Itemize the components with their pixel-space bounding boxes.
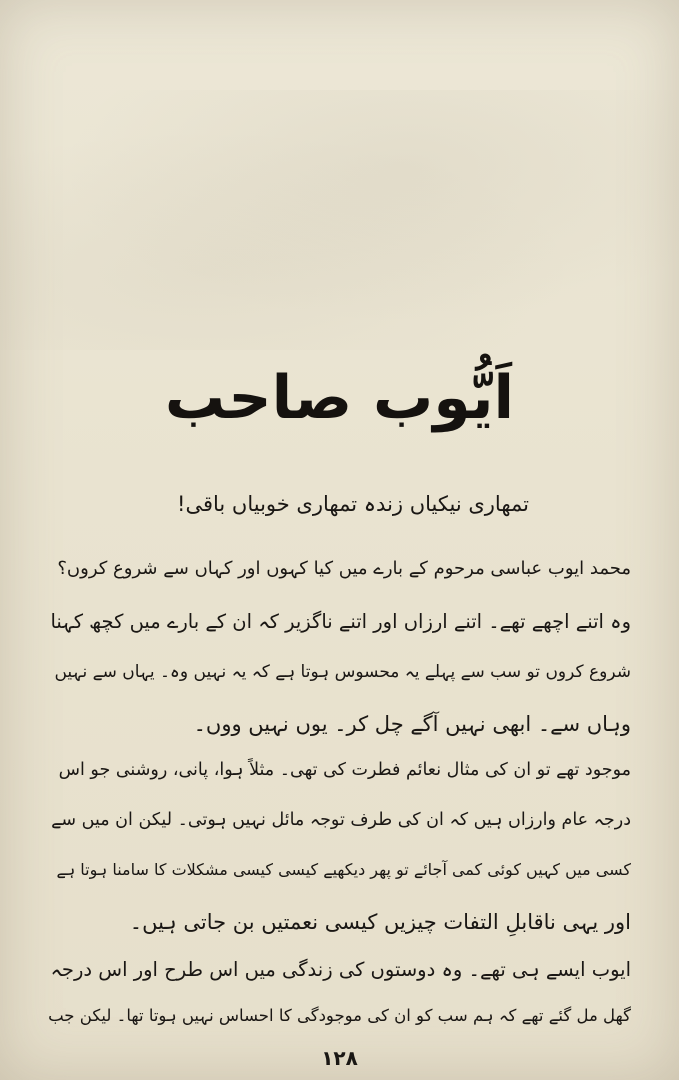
page-bleed-through <box>0 90 679 350</box>
body-line: موجود تھے تو ان کی مثال نعائم فطرت کی تھی۔ مثلاً ہوا، پانی، روشنی جو اس <box>58 760 631 780</box>
page-number: ۱۲۸ <box>321 1046 358 1070</box>
chapter-title: اَیُّوب صاحب <box>164 363 515 433</box>
body-line: محمد ایوب عباسی مرحوم کے بارے میں کیا کہوں اور کہاں سے شروع کروں؟ <box>57 558 631 579</box>
body-line: اور یہی ناقابلِ التفات چیزیں کیسی نعمتیں بن جاتی ہیں۔ <box>129 910 631 934</box>
body-line: ایوب ایسے ہی تھے۔ وہ دوستوں کی زندگی میں اس طرح اور اس درجہ <box>50 958 631 981</box>
body-line: وہ اتنے اچھے تھے۔ اتنے ارزاں اور اتنے ناگزیر کہ ان کے بارے میں کچھ کہنا <box>50 610 631 633</box>
body-line: گھل مل گئے تھے کہ ہم سب کو ان کی موجودگی کا احساس نہیں ہوتا تھا۔ لیکن جب <box>48 1006 631 1025</box>
body-line: کسی میں کہیں کوئی کمی آجائے تو پھر دیکھیے کیسی کیسی مشکلات کا سامنا ہوتا ہے <box>56 860 631 879</box>
body-line: وہاں سے۔ ابھی نہیں آگے چل کر۔ یوں نہیں ووں۔ <box>193 712 631 736</box>
body-line: درجہ عام وارزاں ہیں کہ ان کی طرف توجہ مائل نہیں ہوتی۔ لیکن ان میں سے <box>51 810 631 830</box>
body-line: شروع کروں تو سب سے پہلے یہ محسوس ہوتا ہے کہ یہ نہیں وہ۔ یہاں سے نہیں <box>54 662 631 682</box>
epigraph: تمھاری نیکیاں زندہ تمھاری خوبیاں باقی! <box>177 492 529 516</box>
